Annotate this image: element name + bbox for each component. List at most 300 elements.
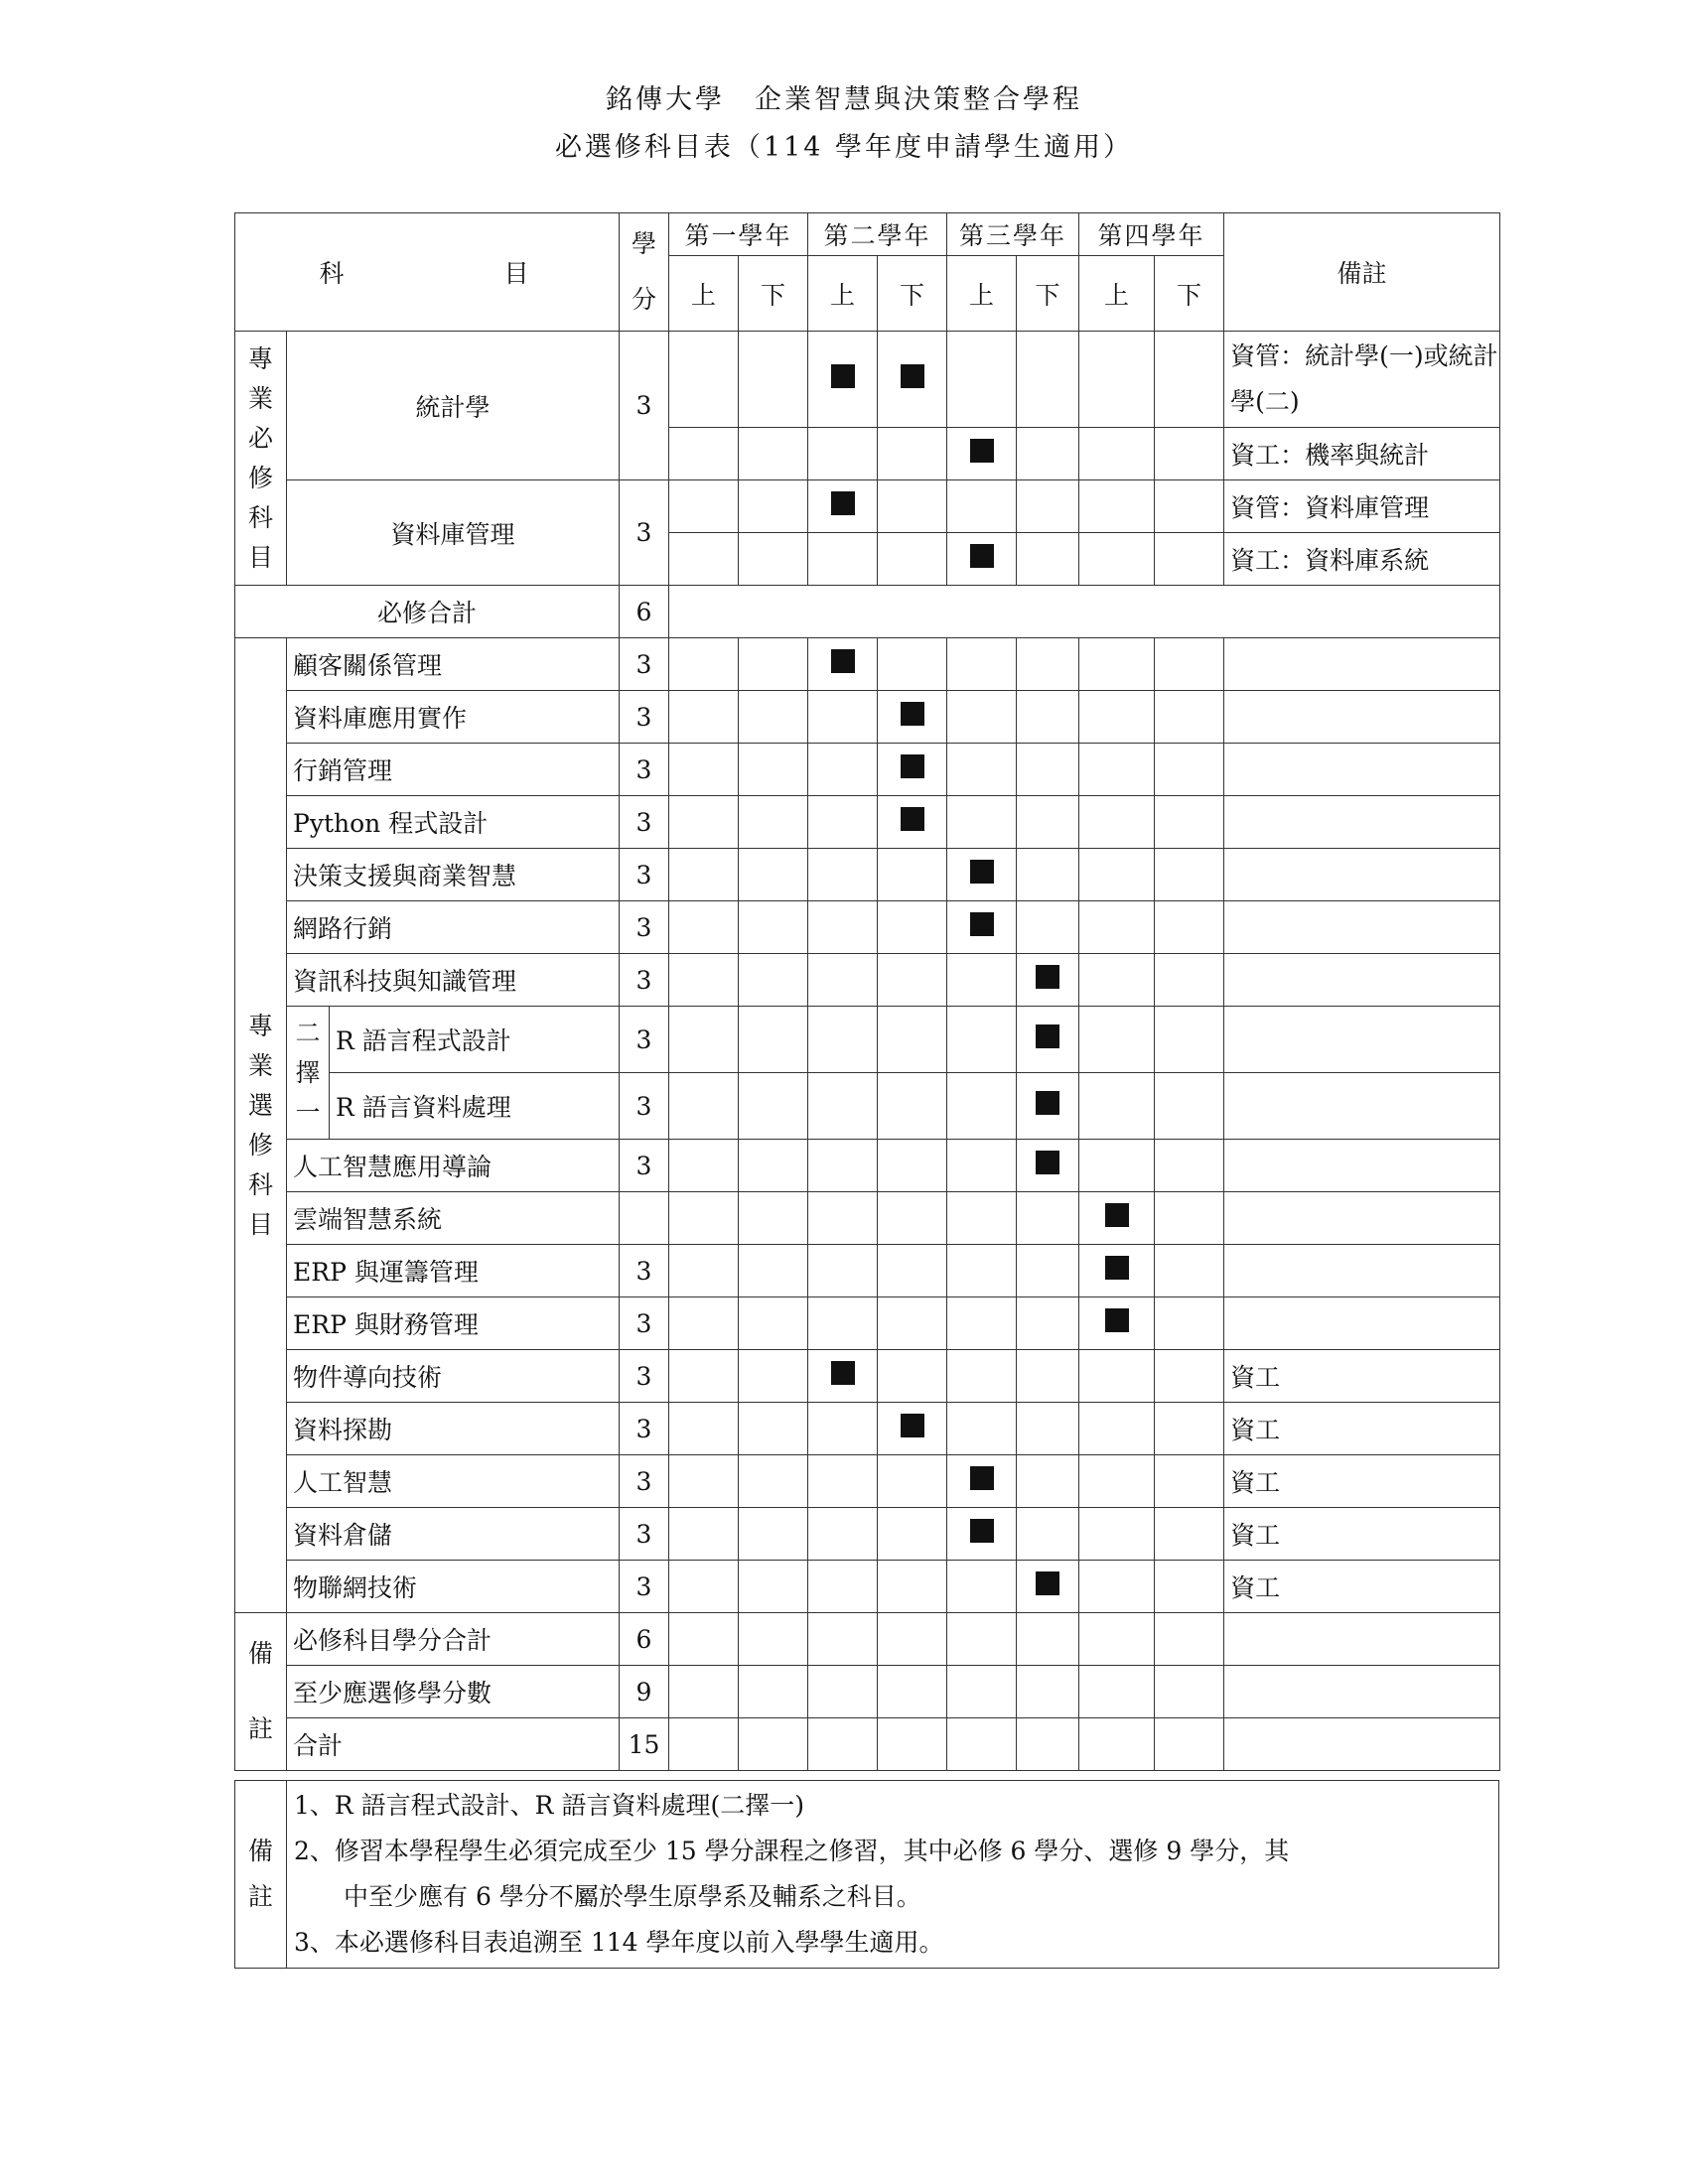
term-cell [1155,1561,1224,1613]
credit-header: 學 分 [620,213,669,332]
term-cell [808,1508,878,1561]
term-cell [739,1073,808,1140]
term-cell [808,480,878,533]
term-cell [669,1666,739,1718]
term-cell [739,428,808,480]
course-remark [1224,638,1500,691]
elective-row [235,1245,1500,1297]
term-cell [1155,1350,1224,1403]
term-cell [947,1007,1017,1073]
term-cell [808,1718,878,1771]
term-cell [878,1073,947,1140]
elective-row [235,1073,1500,1140]
term-cell [1155,1718,1224,1771]
required-subtotal-row [235,586,1500,638]
term-cell [1017,1073,1079,1140]
term-cell [808,1455,878,1508]
term-cell [1017,1245,1079,1297]
course-credits: 3 [620,1245,669,1297]
term-cell [947,533,1017,586]
course-name: 人工智慧 [287,1455,620,1508]
mark-square [1036,1151,1059,1174]
term-cell [739,1297,808,1350]
course-name: 物件導向技術 [287,1350,620,1403]
term-cell [669,691,739,744]
term-cell [878,954,947,1007]
term-cell [1155,1297,1224,1350]
term-cell [808,1140,878,1192]
term-cell [1079,1613,1155,1666]
term-cell [739,1718,808,1771]
term-cell [669,796,739,849]
elective-row [235,1455,1500,1508]
term-cell [739,1007,808,1073]
term-cell [739,1508,808,1561]
term-cell [669,1007,739,1073]
term-cell [947,428,1017,480]
term-cell [947,849,1017,901]
summary-credits: 6 [620,1613,669,1666]
term-cell [808,1007,878,1073]
mark-square [831,649,855,673]
term-cell [878,480,947,533]
summary-row [235,1718,1500,1771]
course-remark [1224,1140,1500,1192]
term-cell [1155,1403,1224,1455]
elective-row [235,1350,1500,1403]
term-cell [1079,691,1155,744]
term-cell [808,691,878,744]
term-cell [1155,428,1224,480]
course-remark: 資工：資料庫系統 [1224,533,1500,586]
course-credits: 3 [620,1561,669,1613]
course-name: 資料庫應用實作 [287,691,620,744]
elective-row [235,1007,1500,1073]
term-cell [947,1245,1017,1297]
term-cell [669,744,739,796]
term-cell [808,1561,878,1613]
course-name: R 語言資料處理 [330,1073,620,1140]
term-cell [808,954,878,1007]
course-name: 統計學 [287,332,620,480]
term-cell [1017,1666,1079,1718]
term-cell [878,1613,947,1666]
header-row-1 [235,213,1500,256]
term-cell [669,901,739,954]
term-cell [1155,533,1224,586]
term-cell [739,1666,808,1718]
term-cell [1155,332,1224,428]
elective-row [235,1140,1500,1192]
term-cell [1017,796,1079,849]
course-remark: 資工：機率與統計 [1224,428,1500,480]
elective-row [235,744,1500,796]
term-cell [1079,1297,1155,1350]
term-cell [878,1561,947,1613]
mark-square [1105,1308,1129,1332]
mark-square [901,754,924,778]
term-cell [1017,480,1079,533]
mark-square [1036,1024,1059,1048]
year-header-1: 第一學年 [669,213,808,256]
course-credits: 3 [620,1297,669,1350]
term-cell [808,1073,878,1140]
term-cell [669,1561,739,1613]
term-cell [1079,638,1155,691]
term-cell [947,1073,1017,1140]
course-credits: 3 [620,1455,669,1508]
term-header-1: 上 [669,256,739,332]
term-cell [739,1245,808,1297]
term-cell [1017,1297,1079,1350]
term-cell [878,1297,947,1350]
summary-remark [1224,1613,1500,1666]
choice-label: 二 擇 一 [287,1007,330,1140]
summary-remark [1224,1718,1500,1771]
course-remark [1224,796,1500,849]
term-cell [878,1666,947,1718]
term-cell [947,1192,1017,1245]
term-cell [1079,1455,1155,1508]
mark-square [1036,1091,1059,1115]
term-cell [1155,691,1224,744]
course-remark [1224,849,1500,901]
course-name: 雲端智慧系統 [287,1192,620,1245]
course-credits: 3 [620,1350,669,1403]
notes-body [287,1781,1499,1969]
term-cell [1155,1245,1224,1297]
course-name: 行銷管理 [287,744,620,796]
term-cell [947,954,1017,1007]
subtotal-label: 必修合計 [235,586,620,638]
term-header-6: 下 [1017,256,1079,332]
course-remark [1224,901,1500,954]
term-cell [1017,954,1079,1007]
term-cell [1017,332,1079,428]
term-cell [669,1455,739,1508]
term-cell [739,480,808,533]
term-cell [947,1613,1017,1666]
mark-square [901,364,924,388]
course-remark: 資管：統計學(一)或統計學(二) [1224,332,1500,428]
note-line-3: 3、本必選修科目表追溯至 114 學年度以前入學學生適用。 [294,1928,944,1957]
term-cell [1079,1561,1155,1613]
mark-square [1105,1256,1129,1280]
course-credits: 3 [620,1007,669,1073]
document-title: 銘傳大學 企業智慧與決策整合學程 [606,84,1082,115]
term-cell [878,744,947,796]
subtotal-empty [669,586,1500,638]
course-credits: 3 [620,480,669,586]
term-cell [1017,901,1079,954]
course-remark: 資工 [1224,1403,1500,1455]
summary-name: 至少應選修學分數 [287,1666,620,1718]
term-cell [878,796,947,849]
remarks-header: 備註 [1224,213,1500,332]
term-cell [1079,1007,1155,1073]
term-header-8: 下 [1155,256,1224,332]
term-cell [1155,1508,1224,1561]
term-cell [1079,1245,1155,1297]
term-cell [1017,849,1079,901]
term-cell [669,1613,739,1666]
term-cell [1155,1455,1224,1508]
term-cell [947,691,1017,744]
course-credits: 3 [620,744,669,796]
course-name: ERP 與財務管理 [287,1297,620,1350]
term-cell [669,332,739,428]
notes-table [234,1780,1499,1969]
term-cell [1017,1561,1079,1613]
document-subtitle: 必選修科目表（114 學年度申請學生適用） [554,132,1134,163]
course-remark [1224,1245,1500,1297]
term-cell [947,1140,1017,1192]
term-cell [808,901,878,954]
term-cell [878,901,947,954]
term-cell [1079,796,1155,849]
term-cell [808,1613,878,1666]
term-cell [947,796,1017,849]
elective-row [235,796,1500,849]
mark-square [901,807,924,831]
elective-row [235,1192,1500,1245]
term-cell [1079,901,1155,954]
course-credits: 3 [620,691,669,744]
term-cell [878,1140,947,1192]
term-cell [669,1297,739,1350]
term-cell [808,1666,878,1718]
term-cell [947,1718,1017,1771]
term-cell [947,1666,1017,1718]
summary-row [235,1666,1500,1718]
term-cell [739,954,808,1007]
course-name: 決策支援與商業智慧 [287,849,620,901]
course-remark: 資工 [1224,1455,1500,1508]
term-cell [947,901,1017,954]
term-cell [808,332,878,428]
elective-row [235,1403,1500,1455]
term-cell [1079,1403,1155,1455]
term-cell [808,638,878,691]
term-cell [669,1508,739,1561]
mark-square [1105,1203,1129,1227]
term-cell [739,691,808,744]
summary-credits: 9 [620,1666,669,1718]
term-cell [1155,1073,1224,1140]
elective-row [235,849,1500,901]
course-credits: 3 [620,954,669,1007]
term-cell [1017,1508,1079,1561]
term-cell [1017,1140,1079,1192]
course-name: 網路行銷 [287,901,620,954]
course-name: 人工智慧應用導論 [287,1140,620,1192]
term-cell [1017,1455,1079,1508]
term-cell [947,1403,1017,1455]
term-cell [808,533,878,586]
term-cell [878,1007,947,1073]
summary-remark [1224,1666,1500,1718]
term-cell [878,638,947,691]
term-header-4: 下 [878,256,947,332]
term-cell [878,1508,947,1561]
course-name: 資料探勘 [287,1403,620,1455]
term-cell [1155,1192,1224,1245]
course-credits: 3 [620,849,669,901]
term-cell [878,1455,947,1508]
mark-square [970,439,994,463]
summary-name: 必修科目學分合計 [287,1613,620,1666]
required-row [235,480,1500,533]
term-cell [947,744,1017,796]
term-cell [739,1192,808,1245]
course-name: 物聯網技術 [287,1561,620,1613]
course-remark [1224,954,1500,1007]
term-cell [878,1403,947,1455]
note-line-2: 2、修習本學程學生必須完成至少 15 學分課程之修習，其中必修 6 學分、選修 9 學分，其 [294,1837,1290,1865]
term-cell [1017,1403,1079,1455]
term-cell [878,1718,947,1771]
term-header-2: 下 [739,256,808,332]
term-cell [739,1403,808,1455]
course-name: R 語言程式設計 [330,1007,620,1073]
term-cell [1079,1140,1155,1192]
term-cell [878,849,947,901]
term-cell [739,1350,808,1403]
term-cell [1017,1192,1079,1245]
term-cell [1079,954,1155,1007]
course-remark [1224,1297,1500,1350]
term-cell [1017,638,1079,691]
mark-square [831,491,855,515]
term-cell [669,638,739,691]
term-cell [739,796,808,849]
course-credits [620,1192,669,1245]
term-cell [739,1455,808,1508]
term-cell [1079,1666,1155,1718]
term-cell [1155,480,1224,533]
course-remark: 資工 [1224,1350,1500,1403]
summary-name: 合計 [287,1718,620,1771]
term-cell [1155,638,1224,691]
course-credits: 3 [620,1403,669,1455]
term-cell [808,1350,878,1403]
term-cell [739,332,808,428]
course-remark [1224,691,1500,744]
course-remark [1224,1073,1500,1140]
term-cell [947,638,1017,691]
term-cell [1155,1613,1224,1666]
course-table [234,212,1500,1771]
term-cell [739,849,808,901]
term-cell [1079,480,1155,533]
term-cell [739,1561,808,1613]
term-header-3: 上 [808,256,878,332]
summary-credits: 15 [620,1718,669,1771]
course-remark: 資工 [1224,1508,1500,1561]
year-header-4: 第四學年 [1079,213,1224,256]
course-name: 資料庫管理 [287,480,620,586]
course-name: ERP 與運籌管理 [287,1245,620,1297]
elective-row [235,954,1500,1007]
term-cell [947,1297,1017,1350]
mark-square [970,912,994,936]
course-credits: 3 [620,332,669,480]
year-header-3: 第三學年 [947,213,1079,256]
term-cell [739,1613,808,1666]
term-cell [947,480,1017,533]
term-cell [1079,332,1155,428]
term-cell [1155,744,1224,796]
term-cell [947,1350,1017,1403]
term-cell [669,849,739,901]
course-credits: 3 [620,1508,669,1561]
mark-square [901,1414,924,1437]
term-cell [1155,1140,1224,1192]
mark-square [1036,1571,1059,1595]
term-cell [808,1192,878,1245]
elective-row [235,1508,1500,1561]
term-cell [1155,849,1224,901]
elective-row [235,1561,1500,1613]
term-cell [1017,691,1079,744]
term-cell [878,1192,947,1245]
course-remark [1224,744,1500,796]
mark-square [901,702,924,726]
course-name: 顧客關係管理 [287,638,620,691]
elective-row [235,901,1500,954]
term-cell [1079,744,1155,796]
course-remark [1224,1192,1500,1245]
mark-square [970,544,994,568]
term-cell [808,1245,878,1297]
term-cell [878,533,947,586]
course-credits: 3 [620,1140,669,1192]
term-cell [1017,744,1079,796]
term-cell [1079,533,1155,586]
term-header-7: 上 [1079,256,1155,332]
term-cell [1079,1508,1155,1561]
term-cell [1155,901,1224,954]
term-cell [1155,1666,1224,1718]
term-cell [739,901,808,954]
term-cell [878,332,947,428]
course-credits: 3 [620,901,669,954]
term-cell [1017,428,1079,480]
term-cell [808,1297,878,1350]
mark-square [970,1519,994,1543]
term-cell [1079,1192,1155,1245]
course-credits: 3 [620,638,669,691]
term-cell [808,796,878,849]
term-cell [1079,1350,1155,1403]
mark-square [970,860,994,884]
course-remark [1224,1007,1500,1073]
term-cell [669,533,739,586]
elective-row [235,638,1500,691]
course-name: 資訊科技與知識管理 [287,954,620,1007]
term-cell [739,638,808,691]
term-cell [1079,428,1155,480]
term-cell [669,1073,739,1140]
notes-label: 備 註 [235,1781,287,1969]
summary-row [235,1613,1500,1666]
term-cell [1155,954,1224,1007]
course-credits: 3 [620,796,669,849]
subtotal-credits: 6 [620,586,669,638]
term-cell [878,1350,947,1403]
term-cell [669,1718,739,1771]
mark-square [831,364,855,388]
